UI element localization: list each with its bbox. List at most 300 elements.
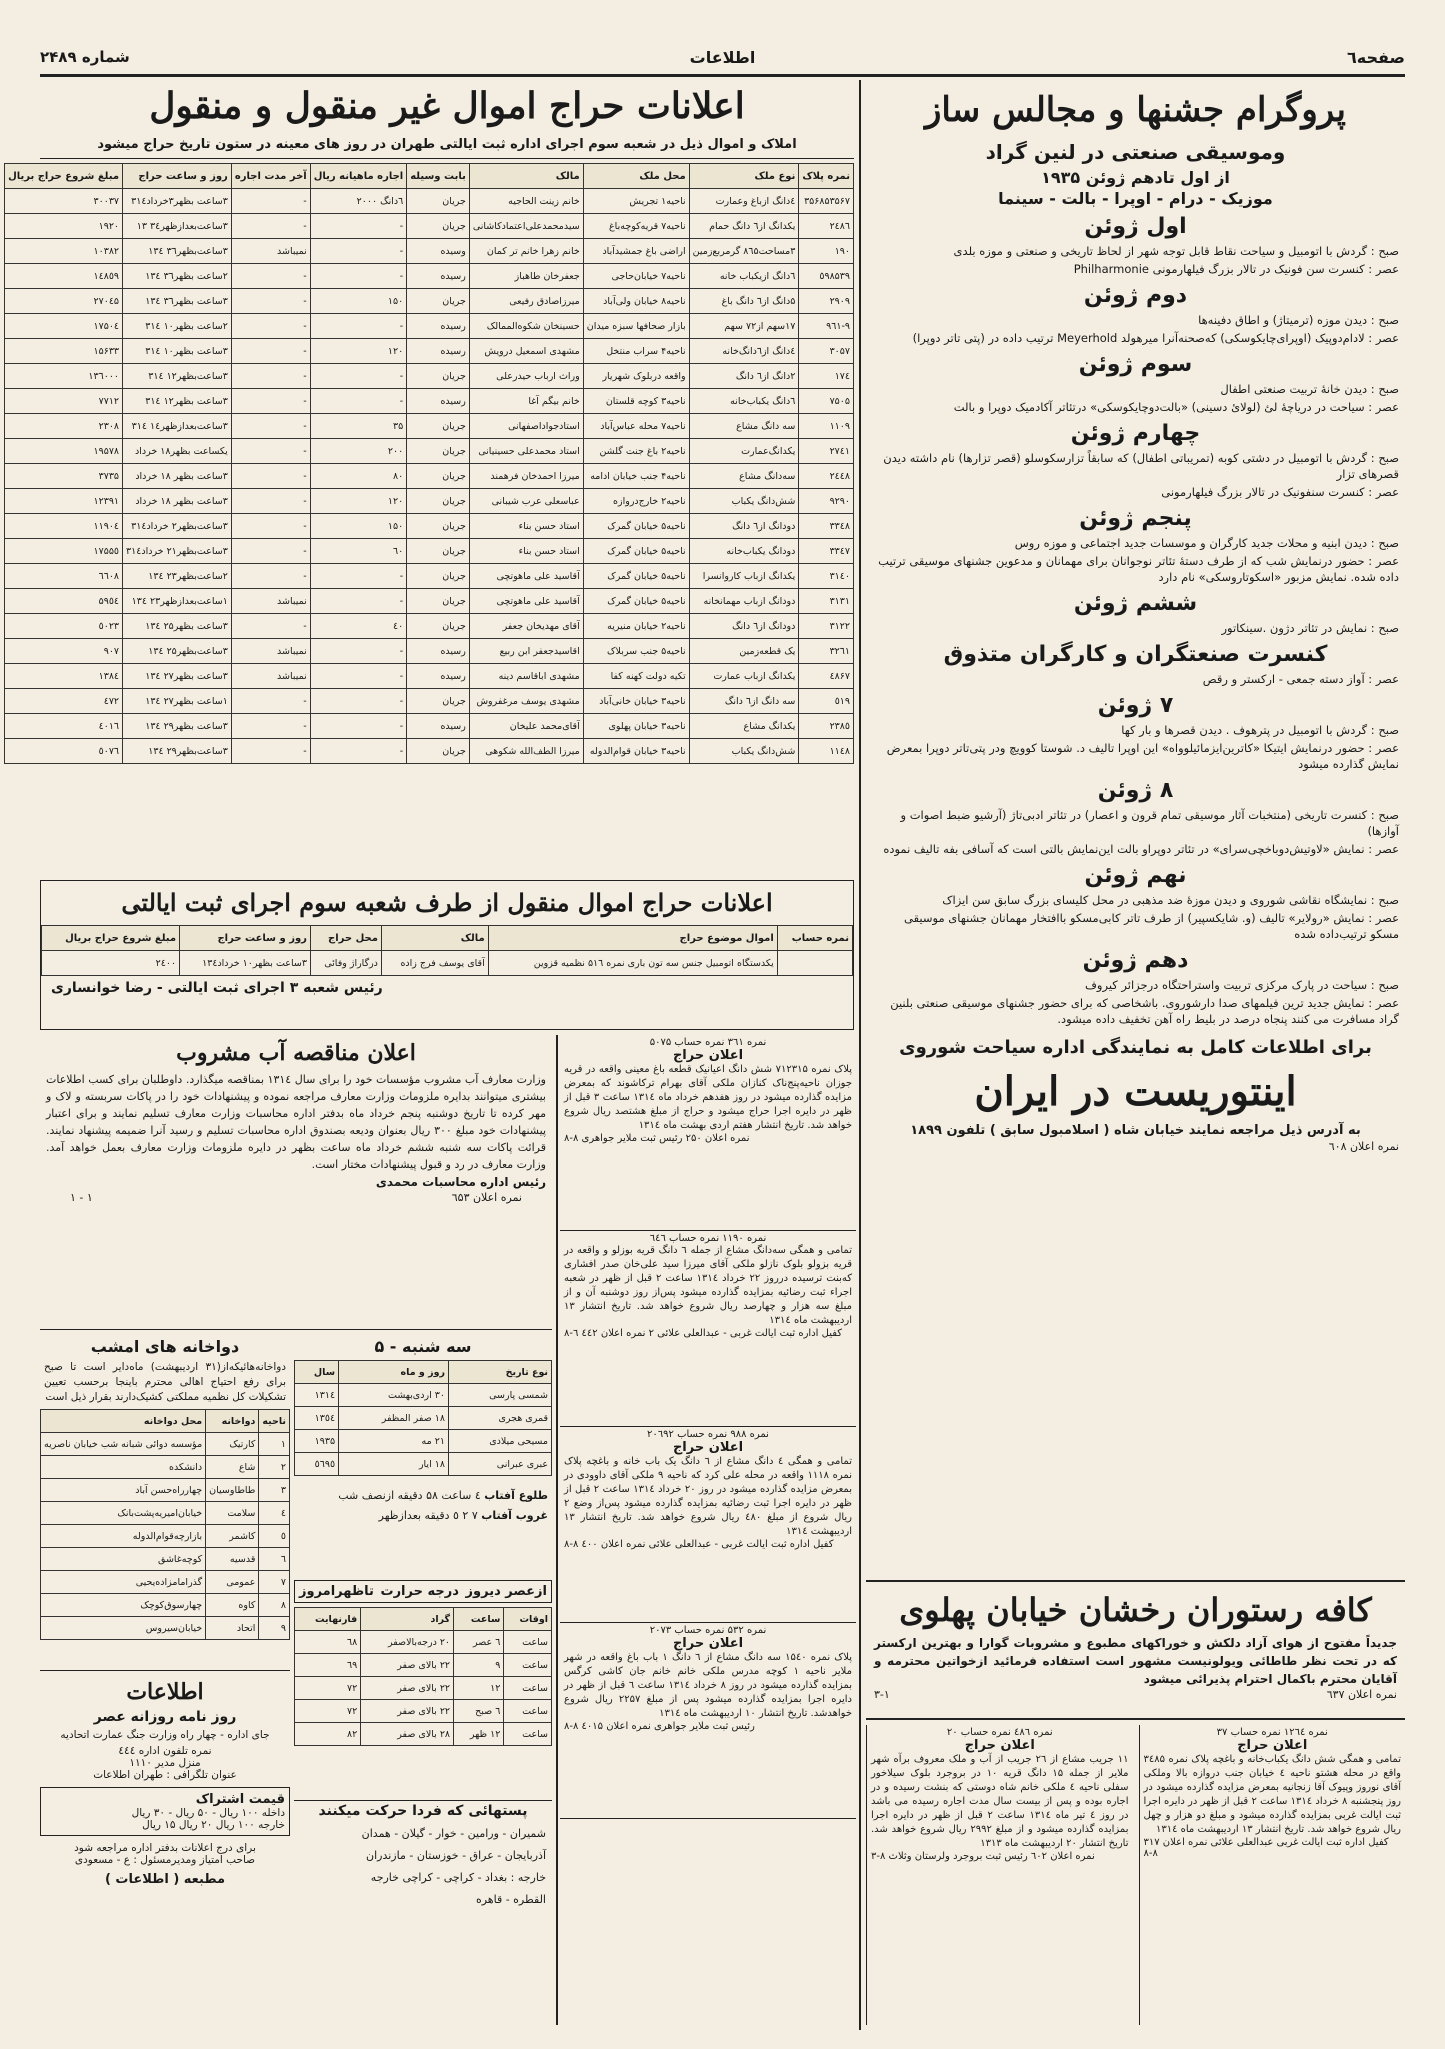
table-cell: - [310,739,407,764]
program-line: صبح : دیدن ابنیه و محلات جدید کارگران و موسسات جدید اجتماعی و موزه روس [1014,536,1399,550]
table-cell: کارتیک [206,1433,259,1456]
table-cell: درگاراژ وفائی [310,951,381,976]
table-cell: استاد حسن بناء [469,539,583,564]
program-line: صبح : گردش با اتومبیل در پترهوف . دیدن قصرها و بار کها [1121,723,1399,737]
table-cell: رسیده [407,639,470,664]
table-cell: - [231,689,310,714]
manager-tel-label: منزل مدیر [155,1757,201,1769]
table-cell: شش‌دانگ یکباب [689,489,799,514]
table-cell: ۱۲۳۹۱ [5,489,123,514]
table-cell: ۳۵۶۸۵۳۵۶۷ [799,189,854,214]
table-cell: ۱۷سهم از۷۲ سهم [689,314,799,339]
table-cell: ٥۰۷٦ [5,739,123,764]
water-title: اعلان مناقصه آب مشروب [176,1040,416,1066]
cafe-num: نمره اعلان ٦۳۷ [1326,1688,1397,1701]
column-header: مبلغ شروع حراج بریال [42,926,180,951]
table-cell: ۱۰۳۸۲ [5,239,123,264]
table-cell: - [310,314,407,339]
table-cell: ٤۷۲ [5,689,123,714]
table-cell: قدسیه [206,1548,259,1571]
table-cell: ناحیه۳ خیابان خانی‌آباد [583,689,689,714]
table-cell: ۱۷۵۰٤ [5,314,123,339]
notice-title: اعلان حراج [1237,1738,1308,1753]
table-cell: کاوه [206,1594,259,1617]
column-header: محل ملک [583,164,689,189]
table-cell: میرزاصادق رفیعی [469,289,583,314]
table-row [5,514,854,539]
table-cell: قمری هجری [448,1407,551,1430]
program-line: عصر : حضور درنمایش شب که از طرف دستهٔ تئاتر نوجوانان برای مهمانان و مدعوین جشنهای موسیقی ترتیب داده شده. نمایش مزبور «اسکوتاروسکی» نام دارد [878,554,1399,584]
table-cell: کوچه‌غاشق [41,1548,206,1571]
notice-body: پلاک نمره ۱۵٤۰ سه دانگ مشاع از ٦ دانگ ۱ باب باغ واقعه در شهر ملایر ناحیه ۱ کوچه مدرس ملکی خانم خانم جان کاشی کرگس بمزایده گذارده میشود در روز ۸ خرداد ۱۳۱٤ ساعت ٦ قبل از ظهر در دایره اجرا بمزایده گذارده میشود پس از مبلغ ۲۲۵۷ ریال شروع خواهدشد. تاریخ انتشار ۱۰ اردیبهشت ماه ۱۳۱٤ [564,1652,853,1719]
table-cell: یکدانگ ازباب کاروانسرا [689,564,799,589]
table-cell: شاع [206,1456,259,1479]
price-foreign: خارجه ۱۰۰ ریال ۲۰ ریال ۱۵ ریال [142,1819,285,1831]
table-cell: - [310,264,407,289]
table-row [41,1456,290,1479]
table-cell: ساعت [504,1723,552,1746]
owner: صاحب امتیاز ومدیرمسئول : ع - مسعودی [74,1854,256,1866]
table-cell: آقای مهدیخان جعفر [469,614,583,639]
notice-sign: رئیس ثبت ملایر جواهری نمره اعلان ٤۰۱۵ ۸-۸ [564,1721,755,1732]
table-cell: ۲۳۸٥ [799,714,854,739]
table-cell: ۱۸ ایار [339,1453,449,1476]
program-sub1: وموسیقی صنعتی در لنین گراد [985,140,1286,164]
table-cell: آقاسید علی ماهوتچی [469,564,583,589]
table-cell: دودانگ از٦ دانگ [689,514,799,539]
column-header: ناحیه [259,1410,290,1433]
table-cell: استاد محمدعلی حسینیانی [469,439,583,464]
table-cell: گذرامامزاده‌یحیی [41,1571,206,1594]
masthead-sub: روز نامه روزانه عصر [93,1709,237,1725]
post-line: شمیران - ورامین - خوار - گیلان - همدان [361,1827,546,1840]
program-day-title: کنسرت صنعتگران و کارگران متذوق [943,642,1328,667]
auction-section [8,80,854,880]
table-cell: ۱۲۰ [310,489,407,514]
table-cell: ۳۱۲۲ [799,614,854,639]
sunrise-label: طلوع آفتاب [484,1489,548,1502]
program-num: نمره اعلان ٦۰۸ [1328,1140,1399,1153]
table-cell: ۱۳۸٤ [5,664,123,689]
table-cell: ۹٦۱-۹ [799,314,854,339]
table-cell: ۲۰ درجه‌بالاصفر [361,1631,454,1654]
table-row [295,1407,552,1430]
table-cell: ۲۲ بالای صفر [361,1654,454,1677]
masthead-box [40,1670,290,2025]
water-num: نمره اعلان ٦۵۳ [451,1191,522,1204]
ads-note: برای درج اعلانات بدفتر اداره مراجعه شود [74,1842,256,1854]
auction-notice [1139,1725,1406,2025]
table-cell: ۸۲ [295,1723,361,1746]
table-cell: ٤۰۱٦ [5,714,123,739]
program-line: صبح : دیدن موزه (ترمیتاژ) و اطاق دفینه‌ها [1198,313,1399,327]
column-header: اموال موضوع حراج [488,926,777,951]
table-cell: خانم بیگم آغا [469,389,583,414]
table-cell: ٦ عصر [454,1631,504,1654]
table-cell: ناحیه۱ تجریش [583,189,689,214]
temperature-box [294,1580,552,1790]
program-day-title: نهم ژوئن [1084,863,1187,888]
post-line: خارجه : بغداد - کراچی - کراچی خارجه [370,1871,546,1884]
table-row [41,1502,290,1525]
table-cell: نمیباشد [231,639,310,664]
page-number: صفحه٦ [1347,48,1405,67]
table-cell: ۵۹٥٤ [5,589,123,614]
tel-label: نمره تلفون اداره [138,1745,212,1757]
post-line: القطره - قاهره [475,1893,546,1906]
table-row [295,1700,552,1723]
program-day-title: اول ژوئن [1084,214,1187,239]
table-cell: ۱۳٥٤ [295,1407,339,1430]
movable-sign: رئیس شعبه ۳ اجرای ثبت ایالتی - رضا خوانساری [51,980,383,996]
auction-notice [560,1427,856,1623]
program-sub3: موزیک - درام - اوپرا - بالت - سینما [998,189,1273,208]
post-box [294,1800,552,2025]
program-day-title: ۷ ژوئن [1097,693,1174,718]
table-cell: ناحیه۳ خیابان قوام‌الدوله [583,739,689,764]
pharmacy-title: دواخانه های امشب [90,1337,240,1356]
table-cell: آقای یوسف فرج زاده [381,951,488,976]
table-cell: ۷۲ [295,1677,361,1700]
column-header: محل حراج [310,926,381,951]
notice-sign: نمره اعلان ۲۵۰ رئیس ثبت ملایر جواهری ۸-۸ [564,1133,750,1144]
notice-meta: نمره ۱۱۹۰ نمره حساب ٦٤٦ [649,1233,767,1244]
program-day-title: دوم ژوئن [1083,283,1188,308]
table-cell: جریان [407,189,470,214]
notice-meta: نمره ۳٦۱ نمره حساب ۵۰۷۵ [649,1037,767,1048]
table-cell: ۳ساعت‌بظهر۲۹ ۱۳٤ [123,739,232,764]
table-cell: - [310,664,407,689]
table-cell: ۲۸ بالای صفر [361,1723,454,1746]
table-cell: - [231,564,310,589]
table-cell: یکدانگ مشاع [689,714,799,739]
table-cell: ناحیه۳ خیابان پهلوی [583,714,689,739]
water-ref: ۱ - ۱ [70,1191,93,1204]
table-row [295,1654,552,1677]
table-cell: ناحیه۷ خیابان‌حاجی [583,264,689,289]
table-cell: - [231,364,310,389]
program-brand: اینتوریست در ایران [974,1068,1297,1115]
column-header: بابت وسیله [407,164,470,189]
printer: مطبعه ( اطلاعات ) [104,1872,226,1887]
table-cell: - [310,214,407,239]
tel-value: ٤٤٤ [118,1745,136,1757]
column-header: مالک [469,164,583,189]
notice-title: اعلان حراج [672,1636,744,1651]
table-cell: ۱۹۰ [799,239,854,264]
table-row [5,639,854,664]
table-cell: ساعت [504,1700,552,1723]
table-row [41,1479,290,1502]
notice-body: پلاک نمره ۷۱۲۳۱۵ شش دانگ اعیانیک قطعه باغ معینی واقعه در قریه جوزان ناحیه‌پنج‌ناک کنازان ملکی آقای بهرام ترکاشوند که بمعرض مزایده گذارده میشود در روز هفدهم خرداد ماه ۱۳۱٤ ساعت ۳ قبل از ظهر در دایره اجرا حراج میشود و حراج از مبلغ هشتصد ریال شروع خواهد شد. تاریخ انتشار هفتم اردی بهشت ماه ۱۳۱٤ [564,1064,852,1131]
table-cell: ۱۳٦۰۰۰ [5,364,123,389]
table-cell: جریان [407,414,470,439]
table-cell: ۲۰۰ [310,439,407,464]
table-cell: خیابان‌سیروس [41,1617,206,1640]
column-header: نوع ملک [689,164,799,189]
table-cell: ۳۵ [310,414,407,439]
calendar-title: سه شنبه - ۵ [374,1337,472,1356]
movable-table [41,925,853,976]
program-day-title: پنجم ژوئن [1079,506,1192,531]
column-header: مبلغ شروع حراج بریال [5,164,123,189]
table-cell: ۳ساعت‌بعدازظهر۳٤ ۱۳ [123,214,232,239]
table-cell: ۱٤۸٥۹ [5,264,123,289]
table-row [5,189,854,214]
table-cell: ۲دانگ از٦ دانگ [689,364,799,389]
table-cell: جریان [407,364,470,389]
notice-meta: نمره ۹۸۸ نمره حساب ۲۰٦۹۲ [647,1429,769,1440]
table-row [5,264,854,289]
table-cell: ٤۸۶۷ [799,664,854,689]
notice-title: اعلان حراج [964,1738,1035,1753]
table-cell: ۲۹۰۹ [799,289,854,314]
table-row [5,689,854,714]
program-line: عصر : کنسرت سنفونیک در تالار بزرگ فیلهارمونی [1161,485,1399,499]
table-cell: ۹۲۹۰ [799,489,854,514]
table-cell: - [310,364,407,389]
water-body: وزارت معارف آب مشروب مؤسسات خود را برای سال ۱۳۱٤ بمناقصه میگذارد. داوطلبان برای کسب اطلاعات بیشتری میتوانند بدایره ملزومات وزارت معارف مراجعه نموده و پیشنهادات خود را در پاکات سربسته و لاک و مهر کرده تا تاریخ دوشنبه پنجم خرداد ماه بدفتر اداره محاسبات وزارت معارف تسلیم نمایند و برای اعتبار پیشنهادات خود مبلغ ۳۰۰ ریال بعنوان ودیعه بصندوق اداره محاسبات تسلیم و رسید آنرا ضمیمه پیشنهاد نمایند. قرائت پاکات سه شنبه ششم خرداد ماه ساعت بظهر در دایره ملزومات وزارت معارف بعمل خواهد آمد. وزارت معارف در رد و قبول پیشنهادات مختار است. [46,1073,547,1171]
table-cell: وسیده [407,239,470,264]
table-cell: مشهدی یوسف مرغفروش [469,689,583,714]
program-section [866,80,1405,1580]
table-cell: نمیباشد [231,239,310,264]
table-cell: رسیده [407,389,470,414]
table-cell: ناحیه۴ جنب خیابان ادامه [583,464,689,489]
table-cell: ۲ [259,1456,290,1479]
table-cell: جعفرخان طاهباز [469,264,583,289]
table-cell: ۲۱ مه [339,1430,449,1453]
table-cell: ٤دانگ از٦دانگ‌خانه [689,339,799,364]
program-address: به آدرس ذیل مراجعه نمایند خیابان شاه ( اسلامبول سابق ) تلفون ۱۸۹۹ [910,1123,1361,1138]
table-row [41,1617,290,1640]
table-cell: ناحیه۵ خیابان گمرک [583,589,689,614]
program-day-title: ششم ژوئن [1073,591,1198,616]
table-cell: دانشکده [41,1456,206,1479]
table-cell: ۱۱٤۸ [799,739,854,764]
masthead-name: اطلاعات [126,1679,204,1705]
program-line: صبح : گردش با اتومبیل در دشتی کوبه (تمریباتی اطفال) که سابقاً تزارسکوسلو (قصر تزارها) نام داشته دیدن قصرهای تزار [883,451,1399,481]
table-cell: ۹۰۷ [5,639,123,664]
table-cell: یکدستگاه اتومبیل جنس سه تون باری نمره ۵۱٦ نظمیه قزوین [488,951,777,976]
pharmacy-intro: دواخانه‌هائیکه‌از(۳۱ اردیبهشت) ماه‌دایر است تا صبح برای رفع احتیاج اهالی محترم باینجا برحسب تعیین تشکیلات کل نظمیه مملکتی کشیک‌دارند بقرار ذیل است [44,1361,286,1403]
table-cell: - [231,439,310,464]
table-cell: ساعت [504,1677,552,1700]
table-row [5,314,854,339]
column-header: فارنهایت [295,1608,361,1631]
table-row [295,1430,552,1453]
table-cell: ۲۷۰٤۵ [5,289,123,314]
table-cell: - [231,614,310,639]
table-cell: بازارچه‌قوام‌الدوله [41,1525,206,1548]
table-cell: جریان [407,539,470,564]
cafe-body: جدیداً مفتوح از هوای آزاد دلکش و خوراکهای مطبوع و مشروبات گوارا و بهترین ارکستر که در تحت نظر طاطائی ویولونیست مشهور است استفاده فرمائید ازخواتین محترمه و آقایان محترم باکمال احترام پذیرائی میشود [874,1636,1397,1686]
table-cell: آقای‌محمد علیخان [469,714,583,739]
table-cell: ۱۹۲۰ [5,214,123,239]
table-cell: آقاسید علی ماهوتچی [469,589,583,614]
notice-sign: کفیل اداره ثبت ایالت غربی عبدالعلی علائی نمره اعلان ۳۱۷ ۸-۸ [1143,1837,1389,1859]
movable-title: اعلانات حراج اموال منقول از طرف شعبه سوم اجرای ثبت ایالتی [121,888,773,917]
table-cell: ۳ساعت‌بعدازظهر۱٤ ۳۱٤ [123,414,232,439]
table-cell: ٥۱۹ [799,689,854,714]
table-cell: - [231,339,310,364]
table-cell: ٦ [259,1548,290,1571]
table-cell: حسینخان شکوه‌الممالک [469,314,583,339]
table-cell: ناحیه۲ خیابان منیریه [583,614,689,639]
table-cell: ٦٨ [295,1631,361,1654]
table-cell: مؤسسه دوائی شبانه شب خیابان ناصریه [41,1433,206,1456]
table-cell: - [231,739,310,764]
column-header: دواخانه [206,1410,259,1433]
table-cell: استاد حسن بناء [469,514,583,539]
program-line: عصر : نمایش «رولایر» تالیف (و. شایکسپیر) از طرف تاتر کابی‌مسکو باافتخار مهمانان جشنهای موسیقی مسکو ترتیب‌داده شده [904,911,1399,941]
table-cell: عباسعلی عرب شیبانی [469,489,583,514]
table-cell: ناحیه۵ خیابان گمرک [583,514,689,539]
table-row [5,664,854,689]
program-line: عصر : لادام‌دوپیک (اوپرای‌چایکوسکی) که‌صحنه‌آنرا میرهولد Meyerhold ترتیب داده در (پتی تاتر دوپرا) [912,331,1399,345]
price-domestic: داخله ۱۰۰ ریال - ۵۰ ریال - ۳۰ ریال [131,1807,285,1819]
program-sub2: از اول تادهم ژوئن ۱۹۳۵ [1041,168,1230,187]
table-row [41,1525,290,1548]
table-cell: - [231,189,310,214]
table-cell: ۱۳۱٤ [295,1384,339,1407]
table-cell: میرزا الطف‌الله شکوهی [469,739,583,764]
table-cell: ٤۰ [310,614,407,639]
table-cell [777,951,852,976]
column-header: روز و ماه [339,1361,449,1384]
notice-body: تمامی و همگی سه‌دانگ مشاع از جمله ٦ دانگ قریه بوزلو و واقعه در قریه بزولو بلوک نازلو ملکی آقای میرزا سید علی‌خان صدر افشاری که‌بنت ترسیده درروز ٢٢ خرداد ۱۳۱٤ ساعت ۲ قبل از ظهر در شعبه اجراء ثبت رضائیه بمزایده گذارده میشود پس‌از روز دوشنبه آن و از مبلغ سه هزار و چهارصد ریال شروع خواهد شد. تاریخ انتشار ۱۳ اردیبهشت ماه ۱۳۱٤ [564,1245,853,1326]
table-cell: ٨ [259,1594,290,1617]
program-info: برای اطلاعات کامل به نمایندگی اداره سیاحت شوروی [899,1037,1372,1058]
table-cell: ۹ [454,1654,504,1677]
table-cell: - [231,264,310,289]
table-cell: مسیحی میلادی [448,1430,551,1453]
table-cell: رسیده [407,314,470,339]
table-cell: ۱۵۶۳۳ [5,339,123,364]
table-cell: ناحیه۷ قریه‌کوچه‌باغ [583,214,689,239]
table-cell: - [310,589,407,614]
column-header: مالک [381,926,488,951]
table-cell: ۱۱۹۰٤ [5,514,123,539]
table-cell: ناحیه۵ خیابان گمرک [583,539,689,564]
table-cell: ۱۲۰ [310,339,407,364]
notice-body: ۱۱ جریب مشاع از ۲٦ جریب از آب و ملک معروف برآه شهر ملایر از جمله ۱۵ دانگ قریه ۱۰ در بروجرد بلوک سیلاخور سفلی ناحیه ٤ ملکی خانم شاه دوستی که بنشت رسیده و در اجاره بوده و پس از بیست سال مدت اجاره رسیده می باشد در روز ٤ تیر ماه ۱۳۱٤ ساعت ۲ قبل از ظهر در دایره اجرا بمزایده گذارده میشود و از مبلغ ۲۹۹۲ ریال شروع خواهد شد. تاریخ انتشار ۲۰ اردیبهشت ماه ۱۳۱۳ [871,1754,1129,1849]
table-cell: ساعت [504,1631,552,1654]
program-line: عصر : کنسرت سن فونیک در تالار بزرگ فیلهارمونی Philharmonie [1073,262,1399,276]
table-cell: جریان [407,564,470,589]
column-header: نوع تاریخ [448,1361,551,1384]
table-cell: ۳۰۰۳۷ [5,189,123,214]
cafe-ad [866,1580,1405,1720]
table-cell: ناحیه۳ کوچه قلستان [583,389,689,414]
table-cell: جریان [407,614,470,639]
table-cell: یکدانگ از٦ دانگ حمام [689,214,799,239]
auction-table [4,163,854,764]
table-cell: ۱۲ [454,1677,504,1700]
table-cell: نمیباشد [231,589,310,614]
table-cell: ۳۳٤۸ [799,514,854,539]
table-cell: - [231,464,310,489]
table-cell: - [231,389,310,414]
program-line: عصر : آواز دسته جمعی - ارکستر و رقص [1202,672,1399,686]
table-cell: ناحیه۲ باغ جنت گلشن [583,439,689,464]
telegraph: عنوان تلگرافی : طهران اطلاعات [93,1769,237,1781]
table-cell: ۳۰ اردی‌بهشت [339,1384,449,1407]
table-cell: ٦٩ [295,1654,361,1677]
table-cell: ۳مساحت۸٦۵ گرمربع‌زمین [689,239,799,264]
program-line: عصر : نمایش «لاوتیش‌دوباخچی‌سرای» در تئاتر دوپراو بالت این‌نمایش بالتی است که آسافی بفه تالیف نموده [883,842,1399,856]
table-cell: ٥۰۲۳ [5,614,123,639]
program-line: صبح : نمایش در تئاتر دژون .سینکاتور [1221,621,1399,635]
table-cell: - [231,714,310,739]
program-line: صبح : گردش با اتومبیل و سیاحت نقاط قابل توجه شهر از لحاظ تاریخی و صنعتی و موزه بلدی [953,244,1399,258]
table-row [5,714,854,739]
notice-meta: نمره ۱۲٦٤ نمره حساب ۳۷ [1216,1727,1328,1738]
table-cell: واقعه دربلوک شهریار [583,364,689,389]
notices-bottom [866,1725,1405,2025]
table-cell: نمیباشد [231,664,310,689]
table-row [5,464,854,489]
table-cell: دودانگ ازباب مهمانخانه [689,589,799,614]
table-cell: خانم زینت الحاجیه [469,189,583,214]
header-rule [40,74,1405,77]
table-cell: یک قطعه‌زمین [689,639,799,664]
table-cell: جریان [407,289,470,314]
table-cell: جریان [407,214,470,239]
temperature-table [294,1607,552,1746]
table-cell: جریان [407,689,470,714]
table-cell: ۳۱۳۱ [799,589,854,614]
water-notice [40,1035,552,1330]
table-cell: یکدانگ‌عمارت [689,439,799,464]
table-cell: ناحیه۵ جنب سربلاک [583,639,689,664]
table-cell: ۳۷۳۵ [5,464,123,489]
table-cell: رسیده [407,714,470,739]
table-cell: ۱۲ ظهر [454,1723,504,1746]
table-cell: جریان [407,464,470,489]
table-cell: ۷۵۰۵ [799,389,854,414]
temp-title-right: ازعصر دیروز [465,1584,547,1599]
table-cell: ۲ساعت بظهر۳٦ ۱۳٤ [123,264,232,289]
program-line: صبح : کنسرت تاریخی (منتخبات آثار موسیقی تمام قرون و اعصار) در تئاتر ادبی‌تاژ (آرشیو ضبط اصوات و آوازها) [900,808,1399,838]
issue-number: شماره ۲۴۸۹ [40,48,130,66]
table-row [5,539,854,564]
table-row [41,1548,290,1571]
table-cell: سه دانگ مشاع [689,414,799,439]
notice-sign: کفیل اداره ثبت ایالت غربی - عبدالعلی علائی نمره اعلان ٤۰۰ ۸-۸ [564,1539,834,1550]
column-header: اوقات [504,1608,552,1631]
program-day-title: ۸ ژوئن [1097,778,1174,803]
notice-sign: نمره اعلان ٦۰۲ رئیس ثبت بروجرد ولرستان وثلاث ۸-۳ [871,1851,1095,1862]
table-cell: خانم زهرا خانم تر کمان [469,239,583,264]
table-cell: - [231,489,310,514]
table-cell: عبری عبرانی [448,1453,551,1476]
table-cell: - [310,389,407,414]
column-header: گراد [361,1608,454,1631]
column-header: نمره حساب [777,926,852,951]
table-row [41,1433,290,1456]
table-cell: ۲۷٤۱ [799,439,854,464]
table-cell: جریان [407,439,470,464]
table-cell: ٥٦۹٥ [295,1453,339,1476]
notice-title: اعلان حراج [672,1440,744,1455]
auction-notice [560,1231,856,1427]
table-row [5,414,854,439]
table-cell: اتحاد [206,1617,259,1640]
table-row [5,239,854,264]
table-cell: ۳ساعت‌بظهر۳٦ ۱۳٤ [123,239,232,264]
table-cell: ناحیه۸ خیابان ولی‌آباد [583,289,689,314]
